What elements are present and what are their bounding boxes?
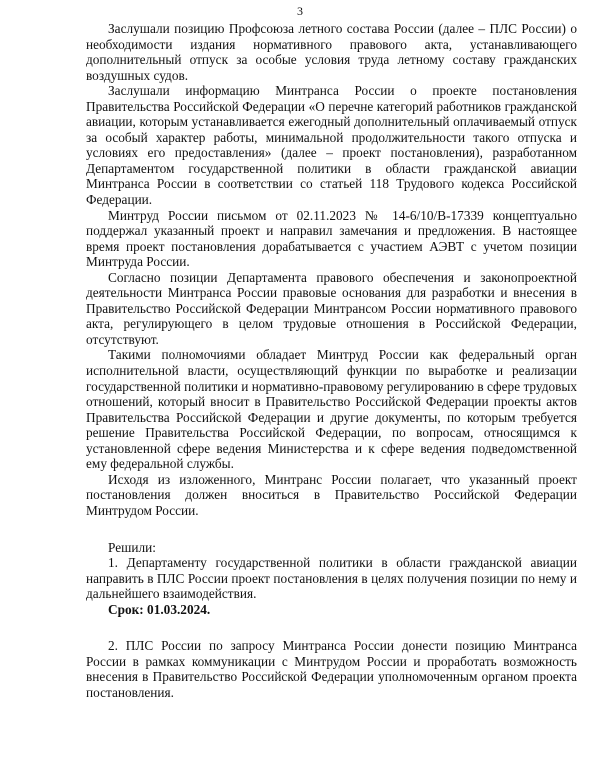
spacer bbox=[86, 519, 577, 540]
paragraph-legal-position: Согласно позиции Департамента правового обеспечения и законопроектной деятельности Минтранса России правовые основания для разработки и внесения в Правительство Российской Федерации Минтрансом России нормативного правового акта, регулирующего в целом трудовые отношения в Российской Федерации, отсутствуют. bbox=[86, 269, 577, 347]
paragraph-mintrud-powers: Такими полномочиями обладает Минтруд России как федеральный орган исполнительной власти, осуществляющий функции по выработке и реализации государственной политики и нормативно-правовому регулированию в сфере трудовых отношений, который вносит в Правительство Российской Федерации проекты актов Правительства Российской Федерации и другие документы, по которым требуется решение Правительства Российской Федерации, по вопросам, относящимся к установленной сфере ведения Министерства и к сфере ведения подведомственной ему федеральной службы. bbox=[86, 347, 577, 472]
decision-heading: Решили: bbox=[108, 539, 156, 555]
decision-item-1: 1. Департаменту государственной политики в области гражданской авиации направить в ПЛС России проект постановления в целях получения позиции по нему и дальнейшего взаимодействия. bbox=[86, 555, 577, 602]
paragraph-mintrud-letter: Минтруд России письмом от 02.11.2023 № 14-6/10/В-17339 концептуально поддержал указанный проект и направил замечания и предложения. В настоящее время проект постановления дорабатывается с участием АЭВТ с учетом позиции Минтруда России. bbox=[86, 207, 577, 270]
document-body bbox=[86, 21, 577, 700]
paragraph-profsoyuz: Заслушали позицию Профсоюза летного состава России (далее – ПЛС России) о необходимости издания нормативного правового акта, устанавливающего дополнительный отпуск за особые условия труда летному составу гражданских воздушных судов. bbox=[86, 21, 577, 83]
page-number: 3 bbox=[297, 4, 303, 18]
spacer bbox=[86, 617, 577, 638]
paragraph-conclusion: Исходя из изложенного, Минтранс России полагает, что указанный проект постановления должен вноситься в Правительство Российской Федерации Минтрудом России. bbox=[86, 471, 577, 518]
paragraph-mintrans-info: Заслушали информацию Минтранса России о проекте постановления Правительства Российской Федерации «О перечне категорий работников гражданской авиации, которым устанавливается ежегодный дополнительный оплачиваемый отпуск за особый характер работы, минимальной продолжительности такого отпуска и условиях его предоставления» (далее – проект постановления), разработанном Департаментом государственной политики в области гражданской авиации Минтранса России в соответствии со статьей 118 Трудового кодекса Российской Федерации. bbox=[86, 83, 577, 208]
decision-deadline: Срок: 01.03.2024. bbox=[108, 601, 211, 617]
decision-item-2: 2. ПЛС России по запросу Минтранса России донести позицию Минтранса России в рамках коммуникации с Минтрудом России и проработать возможность внесения в Правительство Российской Федерации уполномоченным органом проекта постановления. bbox=[86, 638, 577, 700]
